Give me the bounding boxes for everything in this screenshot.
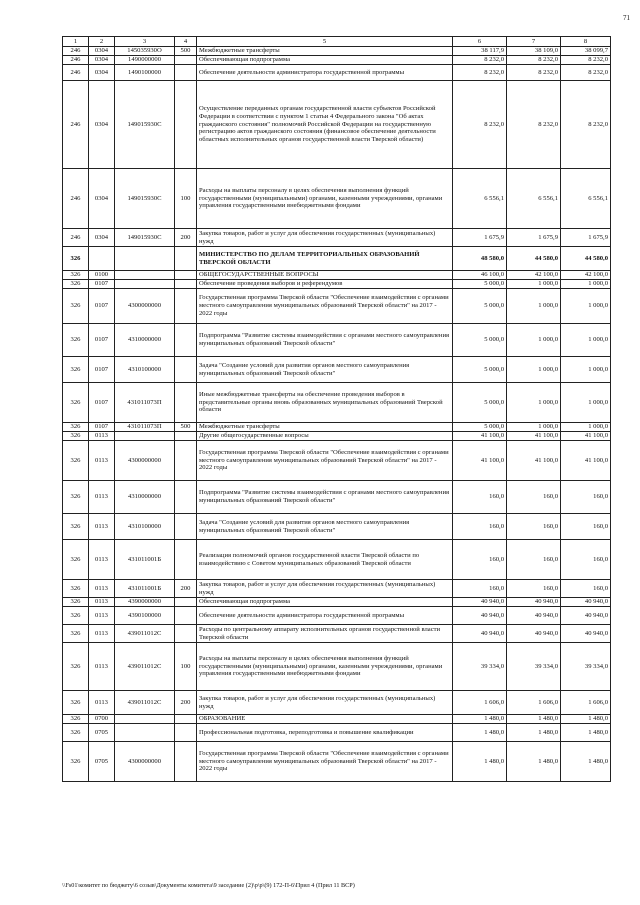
amount-cell: 1 480,0 — [453, 715, 507, 724]
amount-cell: 40 940,0 — [507, 607, 561, 625]
expense-type-cell: 200 — [175, 229, 197, 247]
amount-cell: 1 000,0 — [507, 357, 561, 383]
table-row — [63, 580, 611, 598]
amount-cell: 1 000,0 — [561, 357, 611, 383]
table-row — [63, 357, 611, 383]
target-cell: 439011012С — [115, 643, 175, 691]
table-row — [63, 514, 611, 540]
code-cell: 246 — [63, 65, 89, 81]
table-row — [63, 742, 611, 782]
target-cell: 4310100000 — [115, 357, 175, 383]
description-cell: Государственная программа Тверской области "Обеспечение взаимодействия с органами местного самоуправления муниципальных образований Тверской области" на 2017 - 2022 годы — [197, 441, 453, 481]
target-cell: 145035930О — [115, 47, 175, 56]
description-cell: Межбюджетные трансферты — [197, 47, 453, 56]
expense-type-cell — [175, 271, 197, 280]
section-cell: 0113 — [89, 691, 115, 715]
section-cell: 0100 — [89, 271, 115, 280]
table-row — [63, 169, 611, 229]
table-row — [63, 271, 611, 280]
section-cell: 0107 — [89, 423, 115, 432]
target-cell — [115, 715, 175, 724]
expense-type-cell — [175, 598, 197, 607]
section-cell: 0107 — [89, 289, 115, 324]
table-row — [63, 56, 611, 65]
description-cell: Межбюджетные трансферты — [197, 423, 453, 432]
target-cell: 4310000000 — [115, 481, 175, 514]
code-cell: 326 — [63, 481, 89, 514]
amount-cell: 41 100,0 — [453, 432, 507, 441]
amount-cell: 1 606,0 — [507, 691, 561, 715]
amount-cell: 1 675,9 — [561, 229, 611, 247]
expense-type-cell — [175, 432, 197, 441]
code-cell: 326 — [63, 691, 89, 715]
amount-cell: 41 100,0 — [561, 441, 611, 481]
code-cell: 326 — [63, 289, 89, 324]
table-row — [63, 625, 611, 643]
amount-cell: 42 100,0 — [561, 271, 611, 280]
amount-cell: 1 480,0 — [507, 715, 561, 724]
expense-type-cell — [175, 247, 197, 271]
table-row — [63, 324, 611, 357]
target-cell: 4310100000 — [115, 514, 175, 540]
table-row — [63, 607, 611, 625]
amount-cell: 41 100,0 — [507, 432, 561, 441]
amount-cell: 160,0 — [561, 481, 611, 514]
amount-cell: 44 580,0 — [561, 247, 611, 271]
section-cell: 0705 — [89, 724, 115, 742]
code-cell: 246 — [63, 47, 89, 56]
amount-cell: 40 940,0 — [453, 598, 507, 607]
amount-cell: 160,0 — [507, 481, 561, 514]
amount-cell: 1 000,0 — [507, 383, 561, 423]
section-cell: 0113 — [89, 580, 115, 598]
description-cell: ОБЩЕГОСУДАРСТВЕННЫЕ ВОПРОСЫ — [197, 271, 453, 280]
target-cell: 4310000000 — [115, 324, 175, 357]
code-cell: 326 — [63, 607, 89, 625]
expense-type-cell: 200 — [175, 691, 197, 715]
section-cell: 0113 — [89, 441, 115, 481]
expense-type-cell — [175, 625, 197, 643]
table-row — [63, 65, 611, 81]
section-cell: 0304 — [89, 56, 115, 65]
amount-cell: 8 232,0 — [453, 81, 507, 169]
code-cell: 246 — [63, 229, 89, 247]
description-cell: Расходы на выплаты персоналу в целях обеспечения выполнения функций государственными (муниципальными) органами, казенными учреждениями, органами управления государственными внебюджетными фондами — [197, 643, 453, 691]
header-cell: 8 — [561, 37, 611, 47]
amount-cell: 1 606,0 — [453, 691, 507, 715]
amount-cell: 1 000,0 — [561, 289, 611, 324]
amount-cell: 1 606,0 — [561, 691, 611, 715]
expense-type-cell — [175, 481, 197, 514]
code-cell: 326 — [63, 324, 89, 357]
table-row — [63, 81, 611, 169]
table-row — [63, 715, 611, 724]
code-cell: 326 — [63, 580, 89, 598]
description-cell: Профессиональная подготовка, переподготовка и повышение квалификации — [197, 724, 453, 742]
table-row — [63, 229, 611, 247]
table-row — [63, 280, 611, 289]
amount-cell: 38 109,0 — [507, 47, 561, 56]
expense-type-cell — [175, 742, 197, 782]
target-cell: 4390100000 — [115, 607, 175, 625]
target-cell: 149015930С — [115, 229, 175, 247]
amount-cell: 39 334,0 — [507, 643, 561, 691]
code-cell: 326 — [63, 247, 89, 271]
expense-type-cell — [175, 715, 197, 724]
table-row — [63, 432, 611, 441]
amount-cell: 6 556,1 — [561, 169, 611, 229]
description-cell: Обеспечивающая подпрограмма — [197, 56, 453, 65]
amount-cell: 39 334,0 — [561, 643, 611, 691]
section-cell: 0304 — [89, 81, 115, 169]
amount-cell: 1 000,0 — [507, 423, 561, 432]
amount-cell: 1 000,0 — [507, 324, 561, 357]
amount-cell: 44 580,0 — [507, 247, 561, 271]
target-cell: 431011073П — [115, 423, 175, 432]
code-cell: 326 — [63, 742, 89, 782]
code-cell: 326 — [63, 724, 89, 742]
target-cell: 439011012С — [115, 625, 175, 643]
section-cell: 0113 — [89, 598, 115, 607]
amount-cell: 5 000,0 — [453, 357, 507, 383]
budget-table — [62, 36, 611, 782]
amount-cell: 160,0 — [453, 514, 507, 540]
code-cell: 326 — [63, 625, 89, 643]
section-cell: 0113 — [89, 481, 115, 514]
table-row — [63, 441, 611, 481]
target-cell — [115, 724, 175, 742]
amount-cell: 1 000,0 — [561, 423, 611, 432]
target-cell: 4300000000 — [115, 742, 175, 782]
amount-cell: 160,0 — [507, 540, 561, 580]
amount-cell: 1 480,0 — [507, 724, 561, 742]
description-cell: Государственная программа Тверской области "Обеспечение взаимодействия с органами местного самоуправления муниципальных образований Тверской области" на 2017 - 2022 годы — [197, 742, 453, 782]
target-cell: 431011073П — [115, 383, 175, 423]
expense-type-cell — [175, 607, 197, 625]
amount-cell: 160,0 — [453, 580, 507, 598]
expense-type-cell — [175, 383, 197, 423]
amount-cell: 1 000,0 — [507, 289, 561, 324]
description-cell: Другие общегосударственные вопросы — [197, 432, 453, 441]
expense-type-cell: 500 — [175, 47, 197, 56]
header-cell: 5 — [197, 37, 453, 47]
expense-type-cell — [175, 56, 197, 65]
amount-cell: 160,0 — [561, 540, 611, 580]
amount-cell: 1 675,9 — [453, 229, 507, 247]
amount-cell: 8 232,0 — [507, 81, 561, 169]
amount-cell: 40 940,0 — [507, 625, 561, 643]
target-cell — [115, 271, 175, 280]
code-cell: 326 — [63, 383, 89, 423]
amount-cell: 8 232,0 — [453, 56, 507, 65]
target-cell: 431011001Б — [115, 540, 175, 580]
page-number: 71 — [623, 14, 630, 22]
table-row — [63, 691, 611, 715]
table-row — [63, 289, 611, 324]
expense-type-cell — [175, 441, 197, 481]
amount-cell: 1 675,9 — [507, 229, 561, 247]
code-cell: 246 — [63, 81, 89, 169]
expense-type-cell: 500 — [175, 423, 197, 432]
amount-cell: 8 232,0 — [561, 56, 611, 65]
expense-type-cell — [175, 357, 197, 383]
amount-cell: 1 480,0 — [561, 724, 611, 742]
amount-cell: 8 232,0 — [561, 65, 611, 81]
amount-cell: 1 000,0 — [561, 280, 611, 289]
header-cell: 4 — [175, 37, 197, 47]
section-cell: 0304 — [89, 169, 115, 229]
description-cell: ОБРАЗОВАНИЕ — [197, 715, 453, 724]
amount-cell: 1 480,0 — [561, 742, 611, 782]
section-cell: 0107 — [89, 357, 115, 383]
amount-cell: 160,0 — [507, 514, 561, 540]
description-cell: Задача "Создание условий для развития органов местного самоуправления муниципальных образований Тверской области" — [197, 357, 453, 383]
amount-cell: 40 940,0 — [453, 625, 507, 643]
amount-cell: 6 556,1 — [453, 169, 507, 229]
amount-cell: 160,0 — [453, 481, 507, 514]
section-cell: 0113 — [89, 607, 115, 625]
code-cell: 326 — [63, 357, 89, 383]
target-cell: 439011012С — [115, 691, 175, 715]
section-cell: 0705 — [89, 742, 115, 782]
section-cell: 0113 — [89, 514, 115, 540]
amount-cell: 5 000,0 — [453, 423, 507, 432]
amount-cell: 48 580,0 — [453, 247, 507, 271]
section-cell: 0107 — [89, 324, 115, 357]
table-row — [63, 598, 611, 607]
table-row — [63, 47, 611, 56]
expense-type-cell — [175, 724, 197, 742]
section-cell — [89, 247, 115, 271]
expense-type-cell — [175, 324, 197, 357]
table-row — [63, 247, 611, 271]
description-cell: Закупка товаров, работ и услуг для обеспечения государственных (муниципальных) нужд — [197, 229, 453, 247]
table-row — [63, 724, 611, 742]
amount-cell: 6 556,1 — [507, 169, 561, 229]
amount-cell: 40 940,0 — [561, 625, 611, 643]
target-cell — [115, 432, 175, 441]
code-cell: 326 — [63, 271, 89, 280]
table-row — [63, 643, 611, 691]
section-cell: 0304 — [89, 229, 115, 247]
code-cell: 326 — [63, 432, 89, 441]
header-cell: 6 — [453, 37, 507, 47]
expense-type-cell — [175, 289, 197, 324]
table-row — [63, 383, 611, 423]
amount-cell: 39 334,0 — [453, 643, 507, 691]
expense-type-cell — [175, 280, 197, 289]
section-cell: 0304 — [89, 47, 115, 56]
description-cell: Подпрограмма "Развитие системы взаимодействия с органами местного самоуправления муниципальных образований Тверской области" — [197, 481, 453, 514]
amount-cell: 160,0 — [507, 580, 561, 598]
amount-cell: 42 100,0 — [507, 271, 561, 280]
header-cell: 2 — [89, 37, 115, 47]
amount-cell: 40 940,0 — [507, 598, 561, 607]
expense-type-cell: 200 — [175, 580, 197, 598]
target-cell — [115, 280, 175, 289]
amount-cell: 8 232,0 — [507, 56, 561, 65]
target-cell — [115, 247, 175, 271]
description-cell: Обеспечение деятельности администратора государственной программы — [197, 607, 453, 625]
code-cell: 326 — [63, 514, 89, 540]
target-cell: 1490000000 — [115, 56, 175, 65]
description-cell: Реализация полномочий органов государственной власти Тверской области по взаимодействию с Советом муниципальных образований Тверской области — [197, 540, 453, 580]
expense-type-cell: 100 — [175, 643, 197, 691]
section-cell: 0113 — [89, 643, 115, 691]
description-cell: Подпрограмма "Развитие системы взаимодействия с органами местного самоуправления муниципальных образований Тверской области" — [197, 324, 453, 357]
target-cell: 431011001Б — [115, 580, 175, 598]
amount-cell: 46 100,0 — [453, 271, 507, 280]
expense-type-cell — [175, 65, 197, 81]
target-cell: 1490100000 — [115, 65, 175, 81]
amount-cell: 40 940,0 — [561, 598, 611, 607]
description-cell: Закупка товаров, работ и услуг для обеспечения государственных (муниципальных) нужд — [197, 580, 453, 598]
amount-cell: 5 000,0 — [453, 383, 507, 423]
description-cell: Обеспечивающая подпрограмма — [197, 598, 453, 607]
amount-cell: 160,0 — [561, 580, 611, 598]
description-cell: Расходы на выплаты персоналу в целях обеспечения выполнения функций государственными (муниципальными) органами, казенными учреждениями, органами управления государственными внебюджетными фондами — [197, 169, 453, 229]
section-cell: 0113 — [89, 625, 115, 643]
code-cell: 326 — [63, 423, 89, 432]
description-cell: Осуществление переданных органам государственной власти субъектов Российской Федерации в соответствии с пунктом 1 статьи 4 Федерального закона "Об актах гражданского состояния" полномочий Российской Федерации на государственную регистрацию актов гражданского состояния (финансовое обеспечение деятельности областных исполнительных органов государственной власти Тверской области) — [197, 81, 453, 169]
code-cell: 326 — [63, 280, 89, 289]
amount-cell: 1 000,0 — [561, 324, 611, 357]
code-cell: 326 — [63, 598, 89, 607]
code-cell: 326 — [63, 441, 89, 481]
amount-cell: 1 480,0 — [453, 742, 507, 782]
amount-cell: 8 232,0 — [561, 81, 611, 169]
target-cell: 4300000000 — [115, 441, 175, 481]
description-cell: Государственная программа Тверской области "Обеспечение взаимодействия с органами местного самоуправления муниципальных образований Тверской области" на 2017 - 2022 годы — [197, 289, 453, 324]
amount-cell: 5 000,0 — [453, 280, 507, 289]
section-cell: 0113 — [89, 540, 115, 580]
expense-type-cell: 100 — [175, 169, 197, 229]
code-cell: 246 — [63, 169, 89, 229]
target-cell: 4300000000 — [115, 289, 175, 324]
amount-cell: 38 099,7 — [561, 47, 611, 56]
section-cell: 0304 — [89, 65, 115, 81]
section-cell: 0107 — [89, 383, 115, 423]
expense-type-cell — [175, 514, 197, 540]
amount-cell: 160,0 — [453, 540, 507, 580]
footer-path: \\Fs01\комитет по бюджету\6 созыв\Документы комитета\9 заседание (2)\p\p\(9) 172-П-6\Прил 4 (Прил 11 ВСР) — [62, 882, 355, 889]
expense-type-cell — [175, 540, 197, 580]
code-cell: 326 — [63, 643, 89, 691]
amount-cell: 1 000,0 — [507, 280, 561, 289]
description-cell: Обеспечение деятельности администратора государственной программы — [197, 65, 453, 81]
header-cell: 3 — [115, 37, 175, 47]
header-cell: 1 — [63, 37, 89, 47]
amount-cell: 5 000,0 — [453, 289, 507, 324]
section-cell: 0700 — [89, 715, 115, 724]
code-cell: 326 — [63, 540, 89, 580]
target-cell: 4390000000 — [115, 598, 175, 607]
target-cell: 149015930С — [115, 81, 175, 169]
amount-cell: 1 480,0 — [561, 715, 611, 724]
amount-cell: 160,0 — [561, 514, 611, 540]
header-cell: 7 — [507, 37, 561, 47]
description-cell: Иные межбюджетные трансферты на обеспечение проведения выборов в представительные органы вновь образованных муниципальных образований Тверской области — [197, 383, 453, 423]
amount-cell: 1 000,0 — [561, 383, 611, 423]
amount-cell: 38 117,9 — [453, 47, 507, 56]
section-cell: 0113 — [89, 432, 115, 441]
description-cell: Расходы по центральному аппарату исполнительных органов государственной власти Тверской области — [197, 625, 453, 643]
amount-cell: 8 232,0 — [453, 65, 507, 81]
table-row — [63, 540, 611, 580]
section-cell: 0107 — [89, 280, 115, 289]
amount-cell: 8 232,0 — [507, 65, 561, 81]
description-cell: Задача "Создание условий для развития органов местного самоуправления муниципальных образований Тверской области" — [197, 514, 453, 540]
amount-cell: 40 940,0 — [561, 607, 611, 625]
amount-cell: 41 100,0 — [561, 432, 611, 441]
description-cell: МИНИСТЕРСТВО ПО ДЕЛАМ ТЕРРИТОРИАЛЬНЫХ ОБРАЗОВАНИЙ ТВЕРСКОЙ ОБЛАСТИ — [197, 247, 453, 271]
amount-cell: 1 480,0 — [453, 724, 507, 742]
amount-cell: 5 000,0 — [453, 324, 507, 357]
description-cell: Закупка товаров, работ и услуг для обеспечения государственных (муниципальных) нужд — [197, 691, 453, 715]
table-row — [63, 423, 611, 432]
expense-type-cell — [175, 81, 197, 169]
target-cell: 149015930С — [115, 169, 175, 229]
amount-cell: 1 480,0 — [507, 742, 561, 782]
amount-cell: 41 100,0 — [507, 441, 561, 481]
header-row — [63, 37, 611, 47]
description-cell: Обеспечение проведения выборов и референдумов — [197, 280, 453, 289]
code-cell: 246 — [63, 56, 89, 65]
table-row — [63, 481, 611, 514]
code-cell: 326 — [63, 715, 89, 724]
amount-cell: 41 100,0 — [453, 441, 507, 481]
amount-cell: 40 940,0 — [453, 607, 507, 625]
